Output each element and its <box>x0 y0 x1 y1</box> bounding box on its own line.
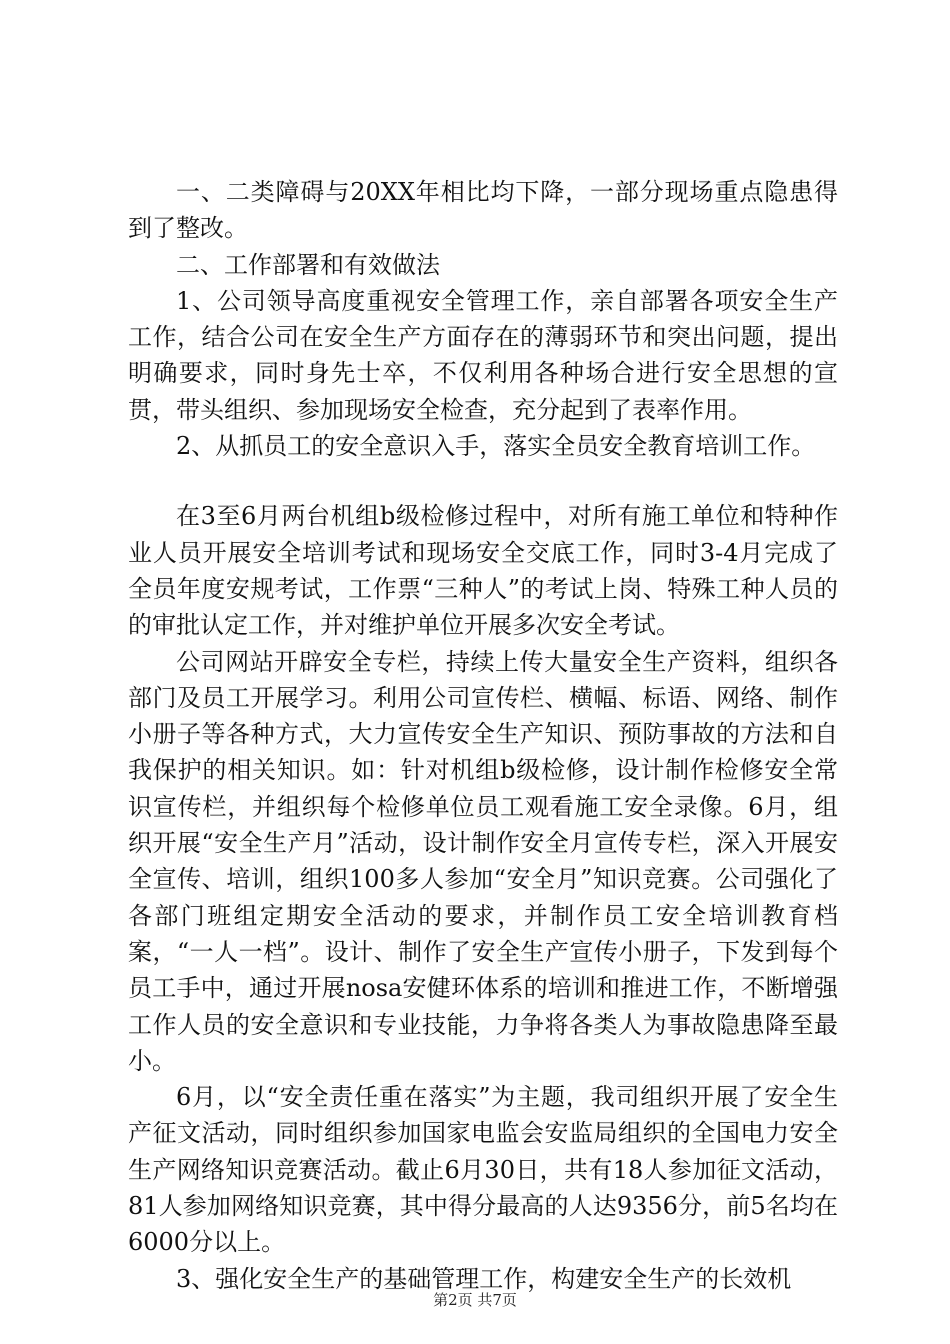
subsection-heading: 2、从抓员工的安全意识入手，落实全员安全教育培训工作。 <box>176 432 816 461</box>
paragraph: 6月，以“安全责任重在落实”为主题，我司组织开展了安全生产征文活动，同时组织参加国家电监会安监局组织的全国电力安全生产网络知识竞赛活动。截止6月30日，共有18人参加征文活动，81人参加网络知识竞赛，其中得分最高的人达9356分，前5名均在6000分以上。 <box>128 1083 838 1257</box>
paragraph: 1、公司领导高度重视安全管理工作，亲自部署各项安全生产工作，结合公司在安全生产方面存在的薄弱环节和突出问题，提出明确要求，同时身先士卒，不仅利用各种场合进行安全思想的宣贯，带头组织、参加现场安全检查，充分起到了表率作用。 <box>128 286 838 424</box>
page-number-footer: 第2页 共7页 <box>433 1291 517 1309</box>
paragraph-gap <box>128 464 838 498</box>
paragraph: 一、二类障碍与20XX年相比均下降，一部分现场重点隐患得到了整改。 <box>128 178 838 243</box>
paragraph: 在3至6月两台机组b级检修过程中，对所有施工单位和特种作业人员开展安全培训考试和现场安全交底工作，同时3-4月完成了全员年度安规考试，工作票“三种人”的考试上岗、特殊工种人员的的审批认定工作，并对维护单位开展多次安全考试。 <box>128 502 838 640</box>
paragraph: 公司网站开辟安全专栏，持续上传大量安全生产资料，组织各部门及员工开展学习。利用公司宣传栏、横幅、标语、网络、制作小册子等各种方式，大力宣传安全生产知识、预防事故的方法和自我保护的相关知识。如：针对机组b级检修，设计制作检修安全常识宣传栏，并组织每个检修单位员工观看施工安全录像。6月，组织开展“安全生产月”活动，设计制作安全月宣传专栏，深入开展安全宣传、培训，组织100多人参加“安全月”知识竞赛。公司强化了各部门班组定期安全活动的要求，并制作员工安全培训教育档案，“一人一档”。设计、制作了安全生产宣传小册子，下发到每个员工手中，通过开展nosa安健环体系的培训和推进工作，不断增强工作人员的安全意识和专业技能，力争将各类人为事故隐患降至最小。 <box>128 647 838 1075</box>
paragraph: 3、强化安全生产的基础管理工作，构建安全生产的长效机 <box>176 1264 792 1293</box>
section-heading: 二、工作部署和有效做法 <box>176 250 440 279</box>
document-body <box>128 174 838 1297</box>
